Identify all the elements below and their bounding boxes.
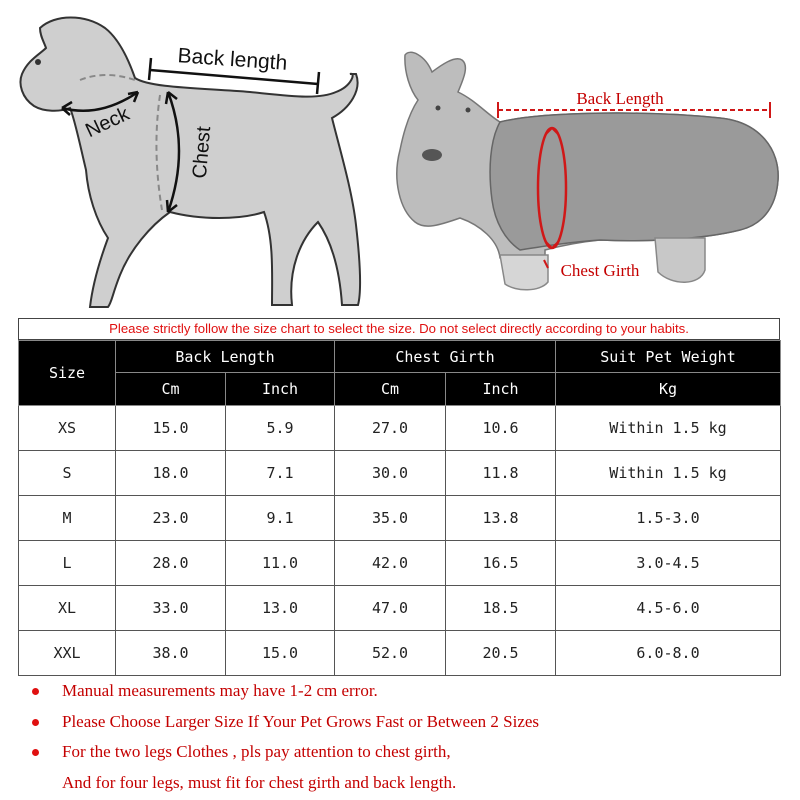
note-item: [30, 707, 790, 738]
cell-back-cm: 38.0: [116, 631, 226, 676]
note-text: And for four legs, must fit for chest girth and back length.: [62, 772, 457, 792]
cell-chest-inch: 10.6: [446, 406, 556, 451]
bullet-icon: [32, 719, 39, 726]
measurement-diagram: [0, 0, 800, 318]
cell-chest-inch: 13.8: [446, 496, 556, 541]
note-item: [30, 737, 790, 768]
cell-chest-cm: 52.0: [335, 631, 446, 676]
table-row: [19, 631, 781, 676]
notes-list: [30, 676, 790, 798]
unit-chest-inch: Inch: [446, 373, 556, 406]
table-row: [19, 541, 781, 586]
note-item-continuation: [30, 768, 790, 799]
unit-back-cm: Cm: [116, 373, 226, 406]
cell-back-inch: 15.0: [226, 631, 335, 676]
chest-label-left: Chest: [188, 125, 216, 180]
cell-back-inch: 5.9: [226, 406, 335, 451]
cell-size: L: [19, 541, 116, 586]
unit-chest-cm: Cm: [335, 373, 446, 406]
cell-chest-cm: 30.0: [335, 451, 446, 496]
unit-weight-kg: Kg: [556, 373, 781, 406]
table-row: [19, 586, 781, 631]
cell-weight: 3.0-4.5: [556, 541, 781, 586]
bullet-icon: [32, 688, 39, 695]
back-length-label-right: Back Length: [576, 89, 664, 108]
unit-back-inch: Inch: [226, 373, 335, 406]
dog-photo-right: [397, 52, 778, 289]
neck-label-left: Neck: [82, 102, 133, 143]
cell-chest-inch: 11.8: [446, 451, 556, 496]
cell-size: XS: [19, 406, 116, 451]
back-length-label-left: Back length: [176, 44, 288, 75]
cell-back-inch: 13.0: [226, 586, 335, 631]
bullet-icon: [32, 749, 39, 756]
cell-chest-inch: 20.5: [446, 631, 556, 676]
header-suit-pet-weight: Suit Pet Weight: [556, 341, 781, 373]
cell-back-cm: 18.0: [116, 451, 226, 496]
size-warning-banner: Please strictly follow the size chart to select the size. Do not select directly according to your habits.: [18, 318, 780, 340]
cell-chest-inch: 18.5: [446, 586, 556, 631]
cell-back-cm: 15.0: [116, 406, 226, 451]
measurement-illustrations: [0, 0, 800, 318]
cell-size: XXL: [19, 631, 116, 676]
header-chest-girth: Chest Girth: [335, 341, 556, 373]
cell-back-cm: 33.0: [116, 586, 226, 631]
cell-weight: 4.5-6.0: [556, 586, 781, 631]
note-text: Please Choose Larger Size If Your Pet Grows Fast or Between 2 Sizes: [62, 711, 540, 731]
chest-girth-label-right: Chest Girth: [560, 261, 640, 280]
cell-weight: Within 1.5 kg: [556, 406, 781, 451]
cell-size: S: [19, 451, 116, 496]
note-text: Manual measurements may have 1-2 cm error.: [62, 681, 378, 700]
cell-back-inch: 9.1: [226, 496, 335, 541]
cell-chest-cm: 42.0: [335, 541, 446, 586]
cell-back-inch: 7.1: [226, 451, 335, 496]
size-chart-table: [18, 340, 781, 676]
cell-weight: 1.5-3.0: [556, 496, 781, 541]
header-size: Size: [19, 341, 116, 406]
note-text: For the two legs Clothes , pls pay attention to chest girth,: [62, 742, 451, 761]
cell-back-inch: 11.0: [226, 541, 335, 586]
header-back-length: Back Length: [116, 341, 335, 373]
cell-chest-cm: 27.0: [335, 406, 446, 451]
cell-chest-inch: 16.5: [446, 541, 556, 586]
cell-weight: 6.0-8.0: [556, 631, 781, 676]
cell-chest-cm: 35.0: [335, 496, 446, 541]
table-row: [19, 451, 781, 496]
table-row: [19, 406, 781, 451]
cell-size: XL: [19, 586, 116, 631]
cell-size: M: [19, 496, 116, 541]
cell-chest-cm: 47.0: [335, 586, 446, 631]
cell-weight: Within 1.5 kg: [556, 451, 781, 496]
cell-back-cm: 28.0: [116, 541, 226, 586]
table-row: [19, 496, 781, 541]
cell-back-cm: 23.0: [116, 496, 226, 541]
note-item: [30, 676, 790, 707]
